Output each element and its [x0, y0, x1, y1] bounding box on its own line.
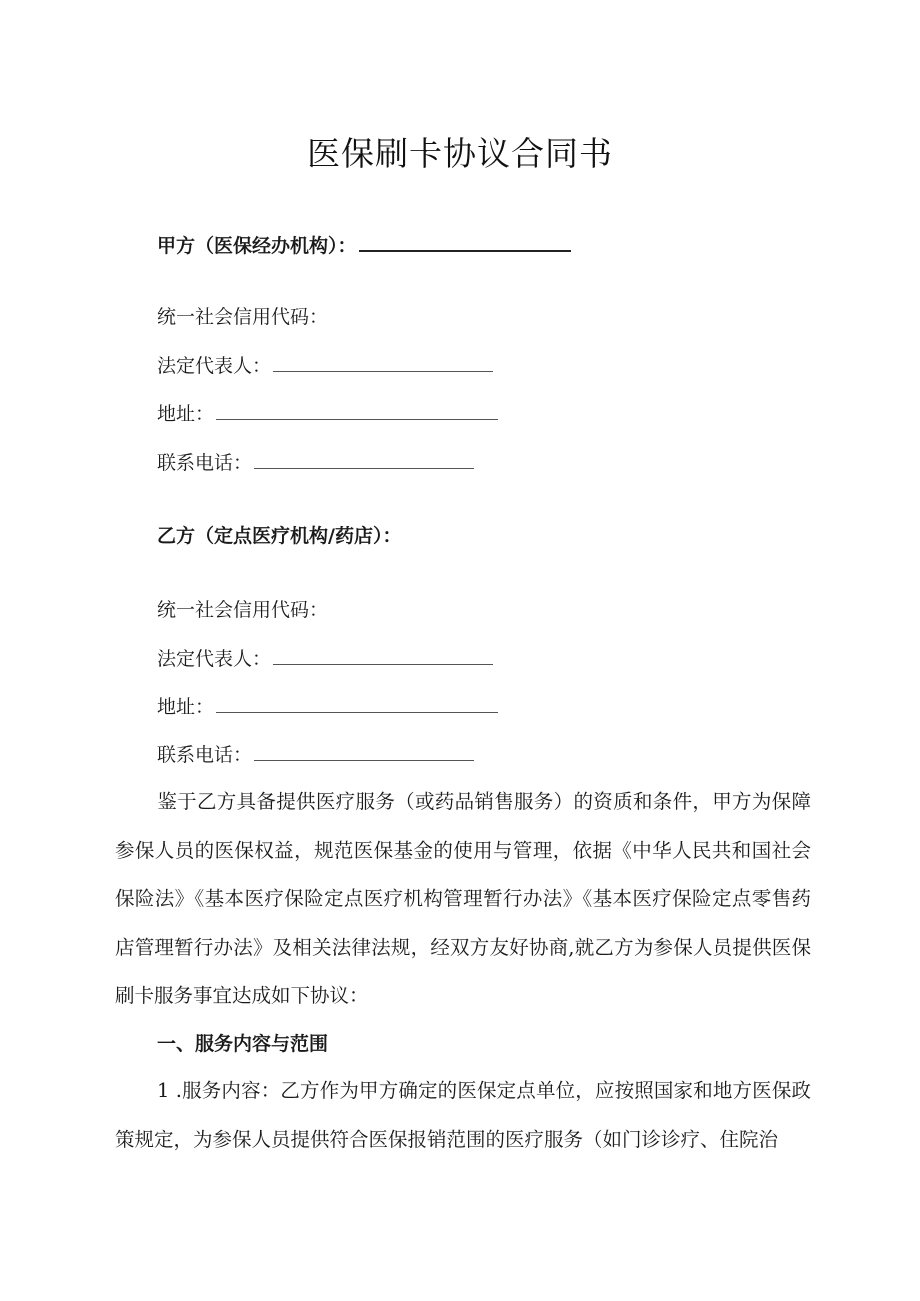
- party-b-credit-code-label: 统一社会信用代码：: [157, 599, 329, 621]
- preamble-paragraph: [115, 778, 811, 1021]
- party-a-phone-label: 联系电话：: [157, 452, 253, 474]
- party-b-phone-blank[interactable]: [254, 742, 474, 761]
- party-a-legal-rep-row: [157, 353, 493, 378]
- party-a-credit-code-label: 统一社会信用代码：: [157, 306, 329, 328]
- party-a-phone-row: [157, 450, 474, 475]
- party-b-label: 乙方（定点医疗机构/药店）：: [157, 525, 402, 547]
- party-b-credit-code-row: [157, 598, 328, 622]
- party-b-phone-label: 联系电话：: [157, 744, 253, 766]
- section-1-item-1: [115, 1067, 811, 1164]
- party-a-phone-blank[interactable]: [254, 450, 474, 469]
- party-a-row: [157, 232, 571, 258]
- party-a-address-row: [157, 401, 498, 426]
- party-a-address-blank[interactable]: [216, 401, 498, 420]
- party-a-address-label: 地址：: [157, 403, 215, 425]
- party-b-legal-rep-blank[interactable]: [273, 646, 493, 665]
- party-a-legal-rep-label: 法定代表人：: [157, 355, 272, 377]
- party-b-address-blank[interactable]: [216, 694, 498, 713]
- document-title: 医保刷卡协议合同书: [307, 134, 613, 173]
- section-1-heading: 一、服务内容与范围: [157, 1033, 329, 1055]
- party-b-legal-rep-label: 法定代表人：: [157, 648, 272, 670]
- party-b-address-row: [157, 694, 498, 719]
- party-b-legal-rep-row: [157, 646, 493, 671]
- party-b-phone-row: [157, 742, 474, 767]
- party-b-row: [157, 524, 401, 548]
- party-a-legal-rep-blank[interactable]: [273, 353, 493, 372]
- party-a-label: 甲方（医保经办机构）：: [157, 235, 357, 257]
- section-1-item-1-text: 1 .服务内容：乙方作为甲方确定的医保定点单位，应按照国家和地方医保政策规定，为参保人员提供符合医保报销范围的医疗服务（如门诊诊疗、住院治: [115, 1079, 811, 1151]
- party-a-blank[interactable]: [359, 232, 571, 252]
- party-b-address-label: 地址：: [157, 696, 215, 718]
- party-a-credit-code-row: [157, 305, 328, 329]
- preamble-text: 鉴于乙方具备提供医疗服务（或药品销售服务）的资质和条件，甲方为保障参保人员的医保权益，规范医保基金的使用与管理，依据《中华人民共和国社会保险法》《基本医疗保险定点医疗机构管理暂行办法》《基本医疗保险定点零售药店管理暂行办法》及相关法律法规，经双方友好协商,就乙方为参保人员提供医保刷卡服务事宜达成如下协议：: [115, 790, 811, 1008]
